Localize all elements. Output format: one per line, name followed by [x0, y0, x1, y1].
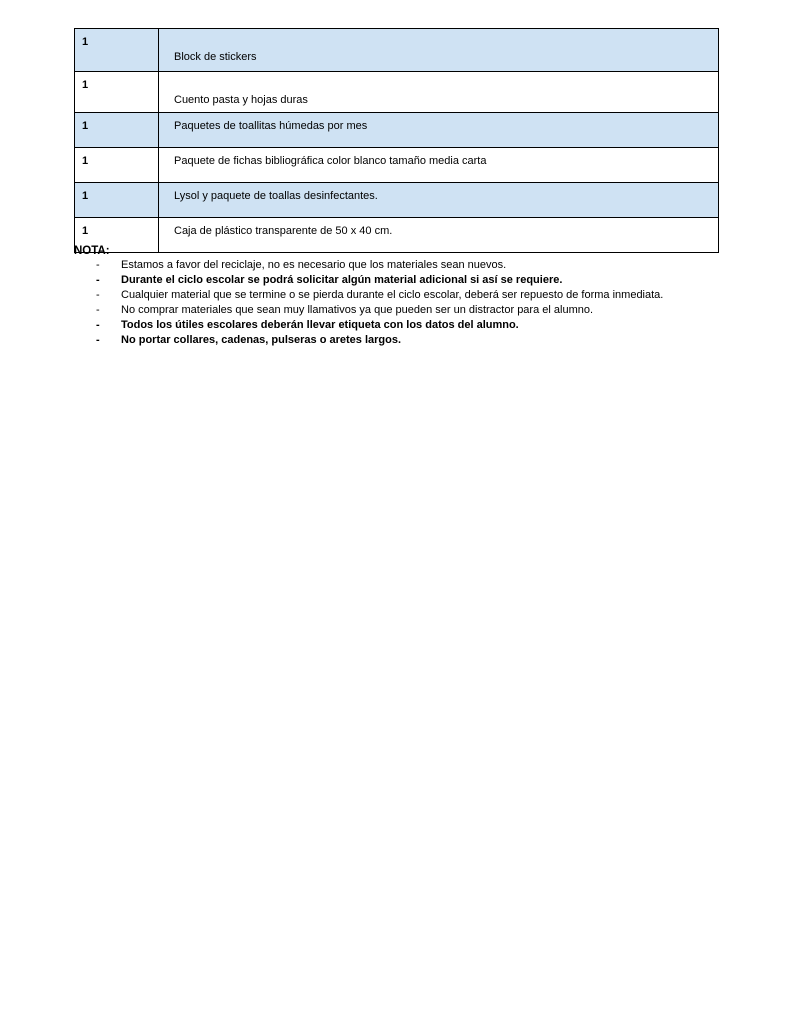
note-item — [96, 288, 756, 303]
note-text: No portar collares, cadenas, pulseras o aretes largos. — [121, 334, 402, 346]
quantity-cell: 1 — [75, 72, 159, 113]
quantity-cell: 1 — [75, 148, 159, 183]
description-cell: Paquete de fichas bibliográfica color blanco tamaño media carta — [159, 148, 719, 183]
quantity-cell: 1 — [75, 113, 159, 148]
description-cell: Lysol y paquete de toallas desinfectantes. — [159, 183, 719, 218]
table-row — [75, 183, 719, 218]
table-row — [75, 72, 719, 113]
note-text: No comprar materiales que sean muy llamativos ya que pueden ser un distractor para el alumno. — [121, 304, 594, 316]
note-text: Todos los útiles escolares deberán llevar etiqueta con los datos del alumno. — [121, 319, 519, 331]
quantity-cell: 1 — [75, 218, 159, 253]
note-item — [96, 318, 756, 333]
note-item — [96, 273, 756, 288]
bullet-dash: - — [96, 304, 100, 316]
note-text: Estamos a favor del reciclaje, no es necesario que los materiales sean nuevos. — [121, 259, 507, 271]
materials-table — [74, 28, 719, 253]
bullet-dash: - — [96, 289, 100, 301]
note-text: Cualquier material que se termine o se pierda durante el ciclo escolar, deberá ser repuesto de forma inmediata. — [121, 289, 664, 301]
table-row — [75, 218, 719, 253]
table-row — [75, 148, 719, 183]
quantity-cell: 1 — [75, 29, 159, 72]
bullet-dash: - — [96, 259, 100, 271]
description-cell: Block de stickers — [159, 29, 719, 72]
note-item — [96, 303, 756, 318]
note-item — [96, 258, 756, 273]
notes-list — [96, 258, 756, 348]
notes-heading: NOTA: — [74, 245, 110, 257]
bullet-dash: - — [96, 334, 100, 346]
table-row — [75, 29, 719, 72]
description-cell: Paquetes de toallitas húmedas por mes — [159, 113, 719, 148]
quantity-cell: 1 — [75, 183, 159, 218]
bullet-dash: - — [96, 274, 100, 286]
description-cell: Cuento pasta y hojas duras — [159, 72, 719, 113]
note-text: Durante el ciclo escolar se podrá solicitar algún material adicional si así se requiere. — [121, 274, 563, 286]
note-item — [96, 333, 756, 348]
table-row — [75, 113, 719, 148]
bullet-dash: - — [96, 319, 100, 331]
description-cell: Caja de plástico transparente de 50 x 40 cm. — [159, 218, 719, 253]
